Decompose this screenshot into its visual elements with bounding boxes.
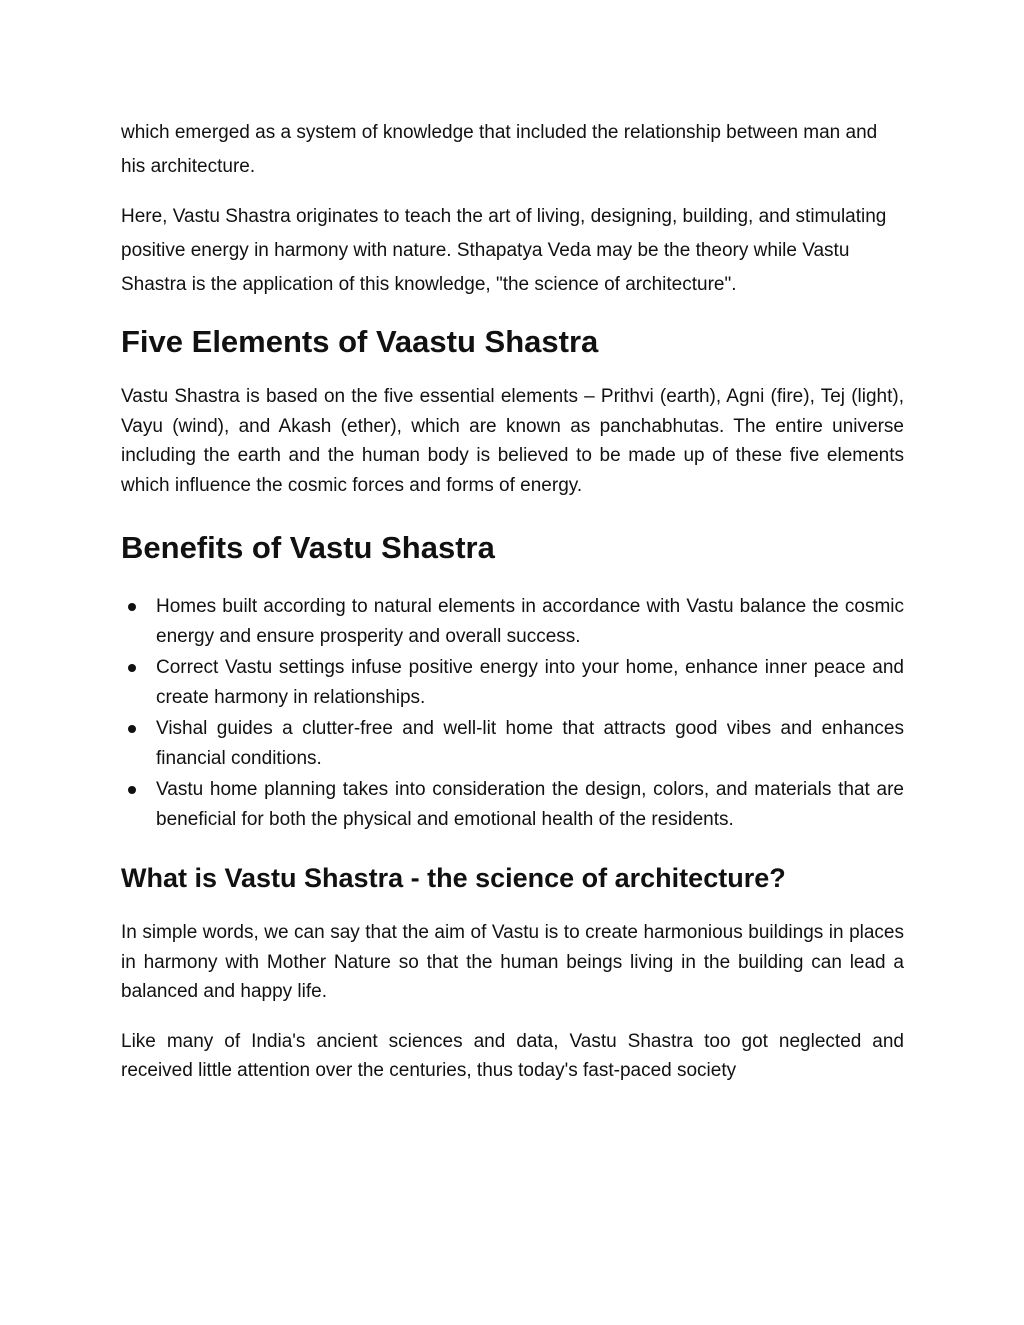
what-is-paragraph-2: Like many of India's ancient sciences and data, Vastu Shastra too got neglected and received little attention over the centuries, thus today's fast-paced society	[121, 1030, 904, 1081]
bullet-icon	[128, 664, 136, 672]
list-item-text: Homes built according to natural elements in accordance with Vastu balance the cosmic energy and ensure prosperity and overall success.	[156, 596, 904, 647]
bullet-icon	[128, 725, 136, 733]
bullet-icon	[128, 603, 136, 611]
list-item-text: Vastu home planning takes into consideration the design, colors, and materials that are beneficial for both the physical and emotional health of the residents.	[156, 779, 904, 830]
intro-paragraph-1: which emerged as a system of knowledge that included the relationship between man and his architecture.	[121, 122, 878, 177]
list-item	[121, 775, 904, 834]
five-elements-heading: Five Elements of Vaastu Shastra	[121, 324, 599, 359]
list-item	[121, 714, 904, 773]
list-item-text: Correct Vastu settings infuse positive energy into your home, enhance inner peace and create harmony in relationships.	[156, 657, 904, 708]
bullet-icon	[128, 786, 136, 794]
intro-paragraph-2: Here, Vastu Shastra originates to teach the art of living, designing, building, and stimulating positive energy in harmony with nature. Sthapatya Veda may be the theory while Vastu Shastra is the application of this knowledge, "the science of architecture".	[121, 206, 887, 295]
list-item	[121, 653, 904, 712]
what-is-paragraph-1: In simple words, we can say that the aim of Vastu is to create harmonious buildings in places in harmony with Mother Nature so that the human beings living in the building can lead a balanced and happy life.	[121, 922, 904, 1002]
what-is-heading: What is Vastu Shastra - the science of architecture?	[121, 863, 786, 893]
benefits-list	[121, 592, 904, 834]
document-page	[121, 116, 904, 1086]
benefits-heading: Benefits of Vastu Shastra	[121, 530, 495, 565]
list-item-text: Vishal guides a clutter-free and well-lit home that attracts good vibes and enhances financial conditions.	[156, 718, 904, 769]
five-elements-paragraph: Vastu Shastra is based on the five essential elements – Prithvi (earth), Agni (fire), Tej (light), Vayu (wind), and Akash (ether), which are known as panchabhutas. The entire universe including the earth and the human body is believed to be made up of these five elements which influence the cosmic forces and forms of energy.	[121, 386, 904, 496]
list-item	[121, 592, 904, 651]
